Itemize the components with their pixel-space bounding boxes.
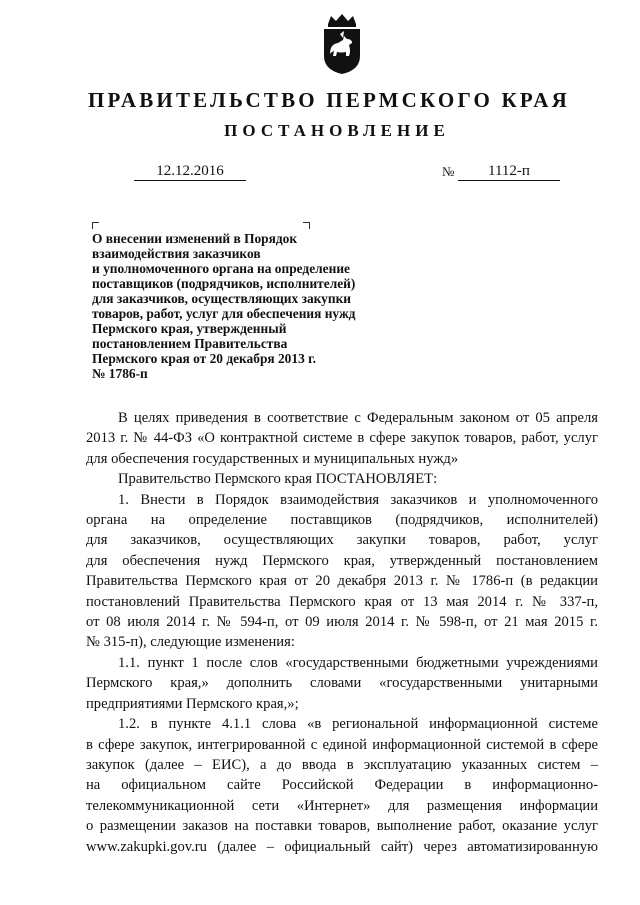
subject-line: постановлением Правительства [92, 336, 288, 351]
body-line: в сфере закупок, интегрированной с единой информационной системой в сфере [86, 736, 598, 753]
subject-line: взаимодействия заказчиков [92, 246, 261, 261]
body-line: 1.2. в пункте 4.1.1 слова «в региональной информационной системе [118, 716, 598, 733]
document-body [86, 408, 598, 857]
government-title: ПРАВИТЕЛЬСТВО ПЕРМСКОГО КРАЯ [87, 88, 570, 112]
body-line: предприятиями Пермского края,»; [86, 695, 299, 712]
body-line: 1.1. пункт 1 после слов «государственными бюджетными учреждениями [118, 654, 598, 671]
body-line: Пермского края,» дополнить словами «государственными унитарными [86, 675, 598, 692]
body-line: от 08 июля 2014 г. № 594-п, от 09 июля 2014 г. № 598-п, от 21 мая 2015 г. [86, 614, 598, 631]
body-line: органа на определение поставщиков (подрядчиков, исполнителей) [86, 512, 598, 529]
subject-line: для заказчиков, осуществляющих закупки [92, 291, 352, 306]
body-line: В целях приведения в соответствие с Федеральным законом от 05 апреля [118, 410, 598, 426]
subject-line: поставщиков (подрядчиков, исполнителей) [92, 276, 356, 291]
subject-line: Пермского края, утвержденный [92, 321, 287, 336]
body-line: для заказчиков, осуществляющих закупки товаров, работ, услуг [86, 532, 598, 549]
number-sign: № [442, 164, 455, 179]
body-line: Правительства Пермского края от 20 декабря 2013 г. № 1786-п (в редакции [86, 573, 598, 590]
document-date: 12.12.2016 [134, 162, 246, 181]
body-line: № 315-п), следующие изменения: [86, 634, 295, 651]
document-number: 1112-п [458, 162, 560, 181]
body-line: 2013 г. № 44-ФЗ «О контрактной системе в сфере закупок товаров, работ, услуг [86, 430, 598, 447]
body-line: постановлений Правительства Пермского края от 13 мая 2014 г. № 337-п, [86, 593, 598, 610]
body-line: www.zakupki.gov.ru (далее – официальный сайт) через автоматизированную [86, 838, 598, 855]
body-line: для обеспечения государственных и муниципальных нужд» [86, 450, 459, 467]
body-line: 1. Внести в Порядок взаимодействия заказчиков и уполномоченного [118, 491, 598, 508]
perm-krai-coat-of-arms-icon [319, 12, 365, 76]
body-line: о размещении заказов на поставки товаров, выполнение работ, оказание услуг [86, 818, 598, 835]
body-line: закупок (далее – ЕИС), а до ввода в эксплуатацию указанных систем – [86, 756, 598, 773]
subject-line: Пермского края от 20 декабря 2013 г. [92, 351, 317, 366]
subject-line: О внесении изменений в Порядок [92, 231, 298, 246]
subject-line: товаров, работ, услуг для обеспечения нужд [92, 306, 356, 321]
subject-line: и уполномоченного органа на определение [92, 261, 350, 276]
body-line: телекоммуникационной сети «Интернет» для размещения информации [86, 797, 598, 814]
body-line: Правительство Пермского края ПОСТАНОВЛЯЕТ: [118, 471, 438, 488]
subject-bracket-left [92, 222, 99, 229]
subject-line: № 1786-п [92, 366, 148, 381]
body-line: на официальном сайте Российской Федерации в информационно- [86, 777, 598, 794]
subject-block [92, 231, 422, 381]
document-type: ПОСТАНОВЛЕНИЕ [224, 121, 450, 140]
subject-bracket-right [303, 222, 310, 229]
body-line: для обеспечения нужд Пермского края, утвержденный постановлением [86, 552, 598, 569]
